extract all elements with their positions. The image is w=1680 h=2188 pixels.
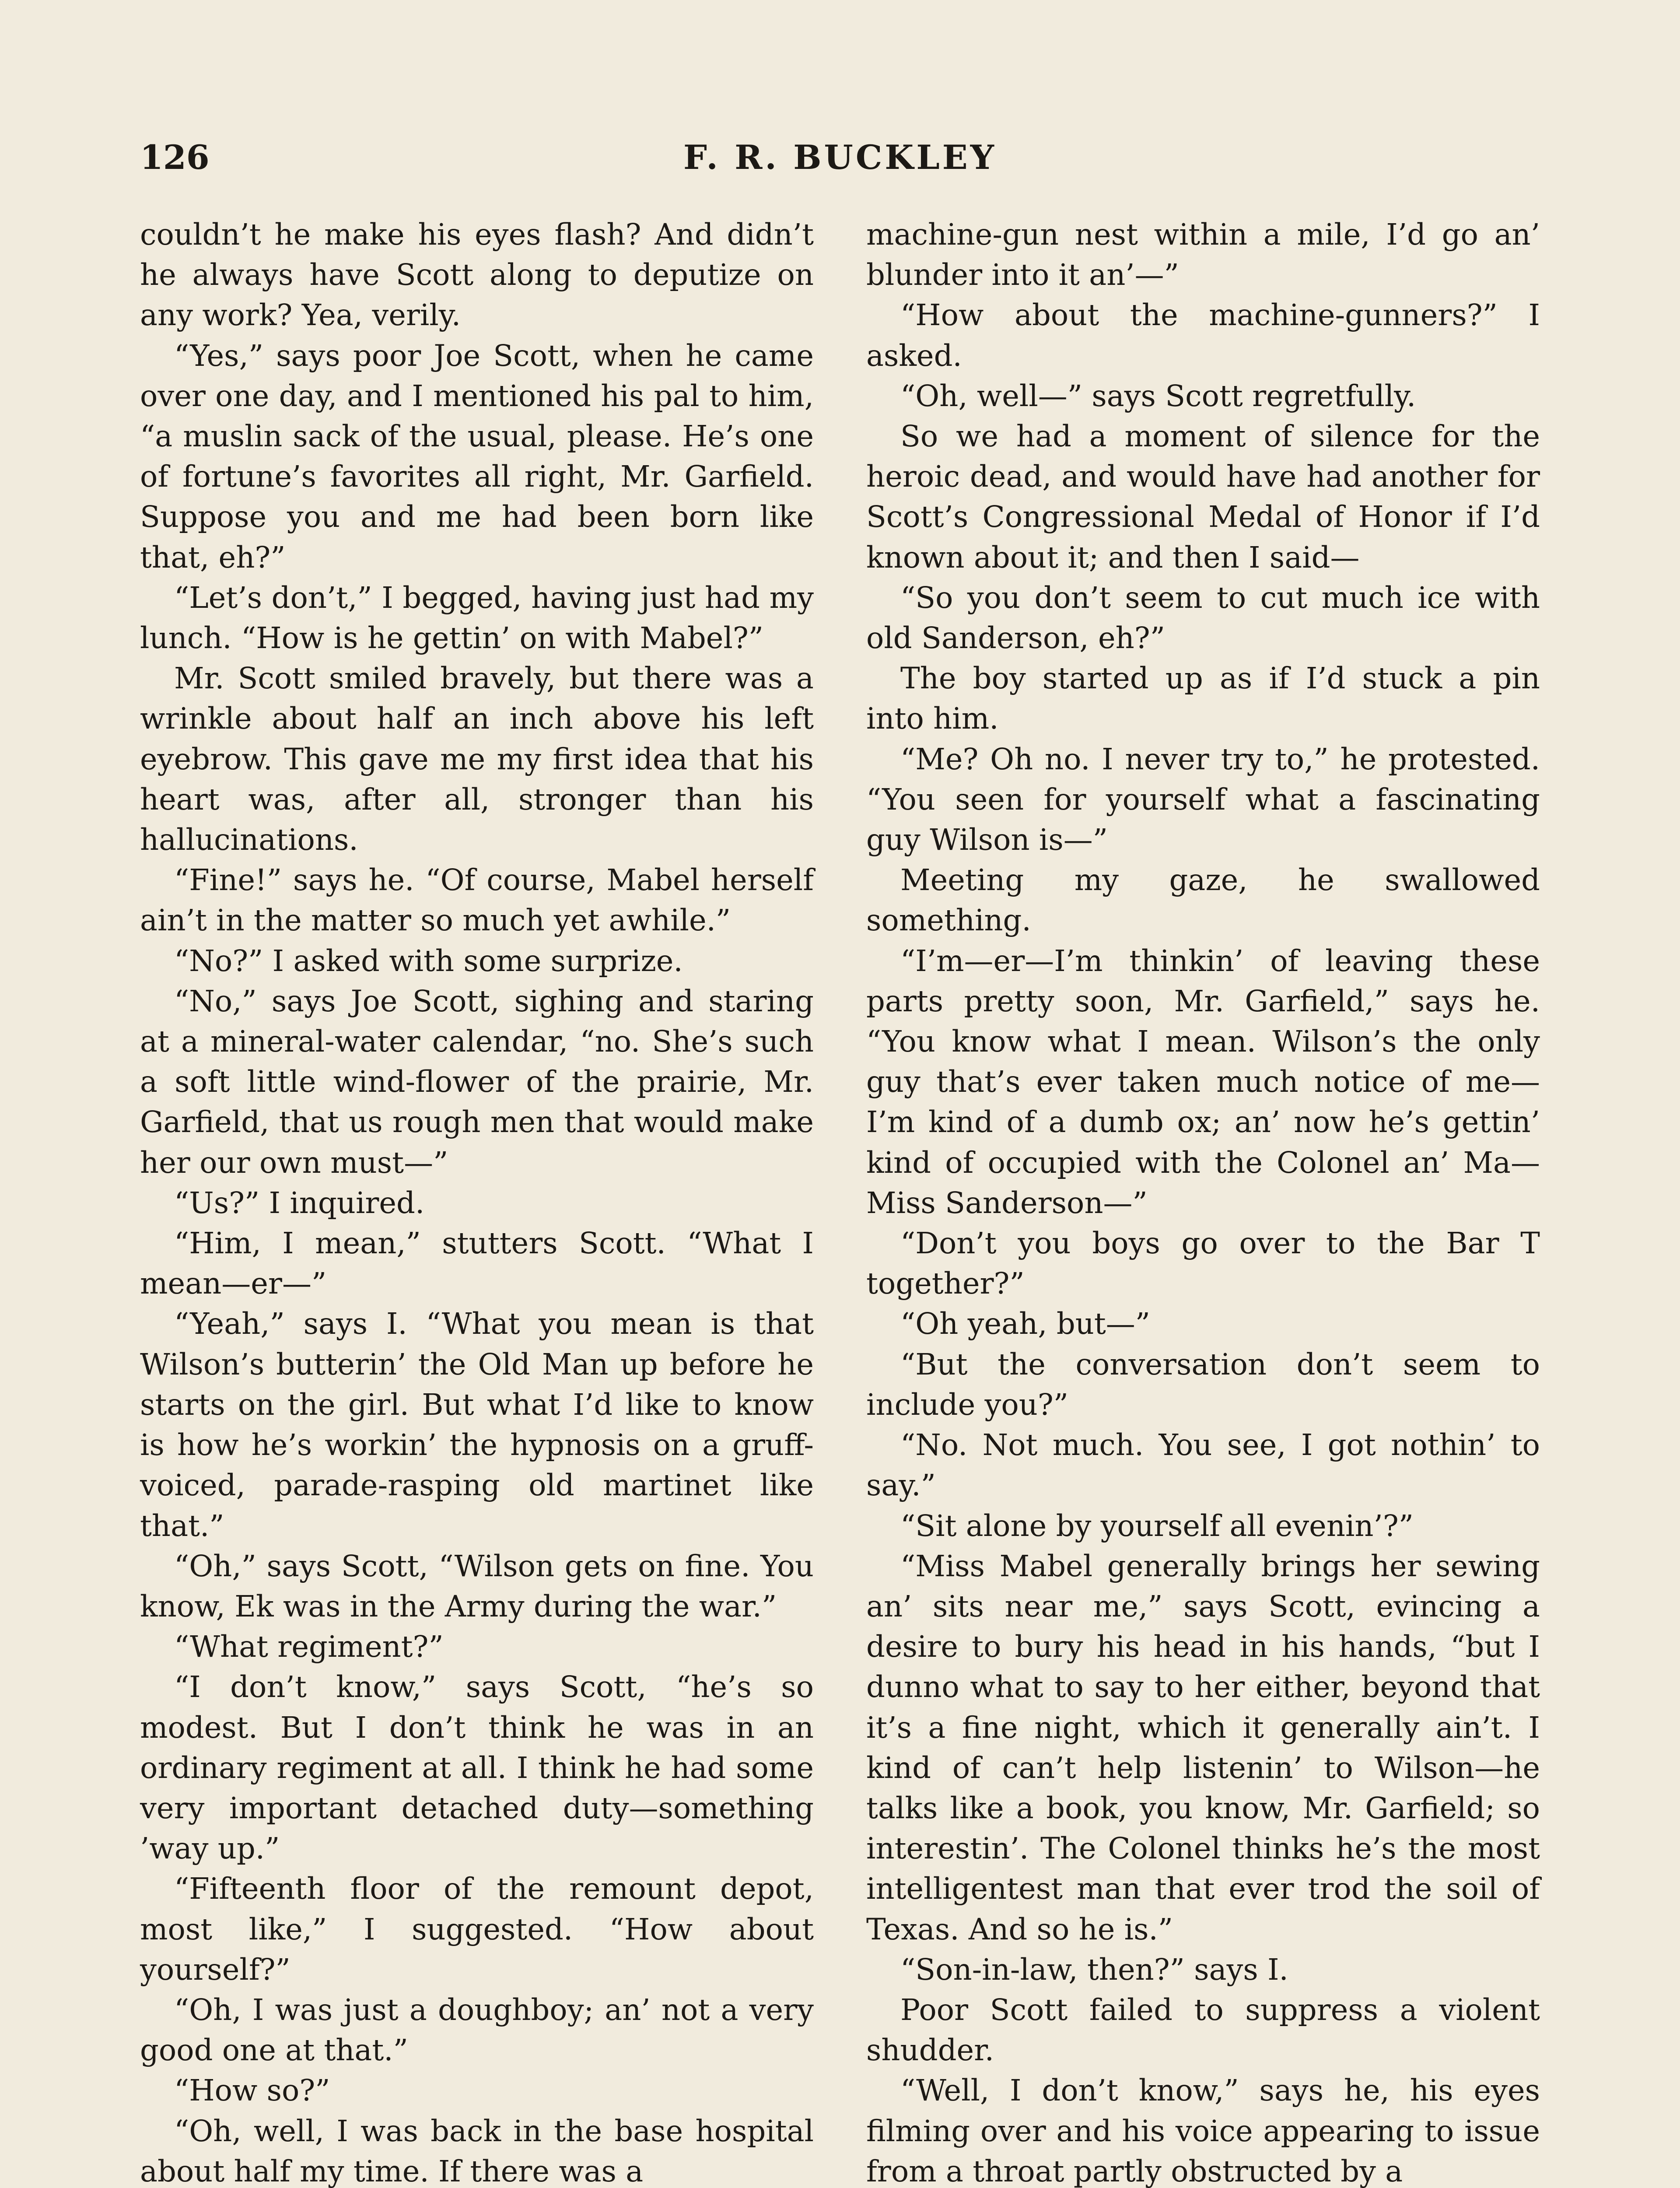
paragraph: “So you don’t seem to cut much ice with old Sanderson, eh?” — [866, 580, 1540, 656]
page-number: 126 — [140, 138, 210, 177]
paragraph: “I’m—er—I’m thinkin’ of leaving these parts pretty soon, Mr. Garfield,” says he. “You know what I mean. Wilson’s the only guy that’s ever taken much notice of me—I’m kind of a dumb ox; an’ now he’s gettin’ kind of occupied with the Colonel an’ Ma—Miss Sanderson—” — [866, 943, 1540, 1220]
paragraph: “Us?” I inquired. — [174, 1185, 425, 1220]
paragraph: “Don’t you boys go over to the Bar T together?” — [866, 1226, 1540, 1301]
paragraph: “Fifteenth floor of the remount depot, most like,” I suggested. “How about yourself?” — [140, 1872, 814, 1987]
paragraph: “No. Not much. You see, I got nothin’ to say.” — [866, 1428, 1540, 1503]
paragraph: “Yeah,” says I. “What you mean is that Wilson’s butterin’ the Old Man up before he starts on the girl. But what I’d like to know is how he’s workin’ the hypnosis on a gruff-voiced, parade-rasping old martinet like that.” — [140, 1307, 814, 1543]
left-column — [140, 214, 814, 2188]
paragraph: “How about the machine-gunners?” I asked. — [866, 298, 1540, 373]
text-columns — [140, 214, 1540, 2188]
paragraph: “Oh, well—” says Scott regretfully. — [900, 379, 1416, 413]
right-column — [866, 214, 1540, 2188]
paragraph: “I don’t know,” says Scott, “he’s so modest. But I don’t think he was in an ordinary regiment at all. I think he had some very important detached duty—something ’way up.” — [140, 1670, 814, 1866]
paragraph: “Oh yeah, but—” — [900, 1307, 1151, 1341]
paragraph: “Let’s don’t,” I begged, having just had my lunch. “How is he gettin’ on with Mabel?” — [140, 580, 814, 656]
paragraph: “Him, I mean,” stutters Scott. “What I mean—er—” — [140, 1226, 814, 1301]
paragraph: “Fine!” says he. “Of course, Mabel herself ain’t in the matter so much yet awhile.” — [140, 863, 814, 938]
paragraph: “Oh,” says Scott, “Wilson gets on fine. You know, Ek was in the Army during the war.” — [140, 1549, 814, 1623]
paragraph: “No,” says Joe Scott, sighing and staring at a mineral-water calendar, “no. She’s such a soft little wind-flower of the prairie, Mr. Garfield, that us rough men that would make her our own must—” — [140, 984, 814, 1180]
paragraph: machine-gun nest within a mile, I’d go an’ blunder into it an’—” — [866, 217, 1540, 292]
paragraph: The boy started up as if I’d stuck a pin into him. — [866, 661, 1540, 736]
paragraph: “Me? Oh no. I never try to,” he protested. “You seen for yourself what a fascinating guy Wilson is—” — [866, 742, 1540, 857]
paragraph: So we had a moment of silence for the heroic dead, and would have had another for Scott’s Congressional Medal of Honor if I’d known about it; and then I said— — [866, 419, 1540, 575]
paragraph: Meeting my gaze, he swallowed something. — [866, 863, 1540, 938]
paragraph: Mr. Scott smiled bravely, but there was a wrinkle about half an inch above his left eyebrow. This gave me my first idea that his heart was, after all, stronger than his hallucinations. — [140, 661, 814, 857]
paragraph: “What regiment?” — [174, 1630, 444, 1664]
paragraph: “Oh, I was just a doughboy; an’ not a very good one at that.” — [140, 1992, 814, 2068]
running-head-author: F. R. BUCKLEY — [683, 138, 997, 177]
paragraph: “Oh, well, I was back in the base hospital about half my time. If there was a — [140, 2114, 814, 2188]
paragraph: couldn’t he make his eyes flash? And didn’t he always have Scott along to deputize on any work? Yea, verily. — [140, 217, 814, 333]
paragraph: “Miss Mabel generally brings her sewing an’ sits near me,” says Scott, evincing a desire to bury his head in his hands, “but I dunno what to say to her either, beyond that it’s a fine night, which it generally ain’t. I kind of can’t help listenin’ to Wilson—he talks like a book, you know, Mr. Garfield; so interestin’. The Colonel thinks he’s the most intelligentest man that ever trod the soil of Texas. And so he is.” — [866, 1549, 1540, 1946]
page-header — [140, 133, 1540, 182]
paragraph: “Son-in-law, then?” says I. — [900, 1952, 1288, 1987]
paragraph: “How so?” — [174, 2073, 330, 2108]
paragraph: “Yes,” says poor Joe Scott, when he came over one day, and I mentioned his pal to him, “a muslin sack of the usual, please. He’s one of fortune’s favorites all right, Mr. Garfield. Suppose you and me had been born like that, eh?” — [140, 338, 814, 575]
paragraph: “Sit alone by yourself all evenin’?” — [900, 1508, 1414, 1543]
paragraph: “But the conversation don’t seem to include you?” — [866, 1347, 1540, 1422]
paragraph: “Well, I don’t know,” says he, his eyes filming over and his voice appearing to issue from a throat partly obstructed by a — [866, 2073, 1540, 2188]
paragraph: “No?” I asked with some surprize. — [174, 943, 683, 978]
paragraph: Poor Scott failed to suppress a violent shudder. — [866, 1992, 1540, 2068]
